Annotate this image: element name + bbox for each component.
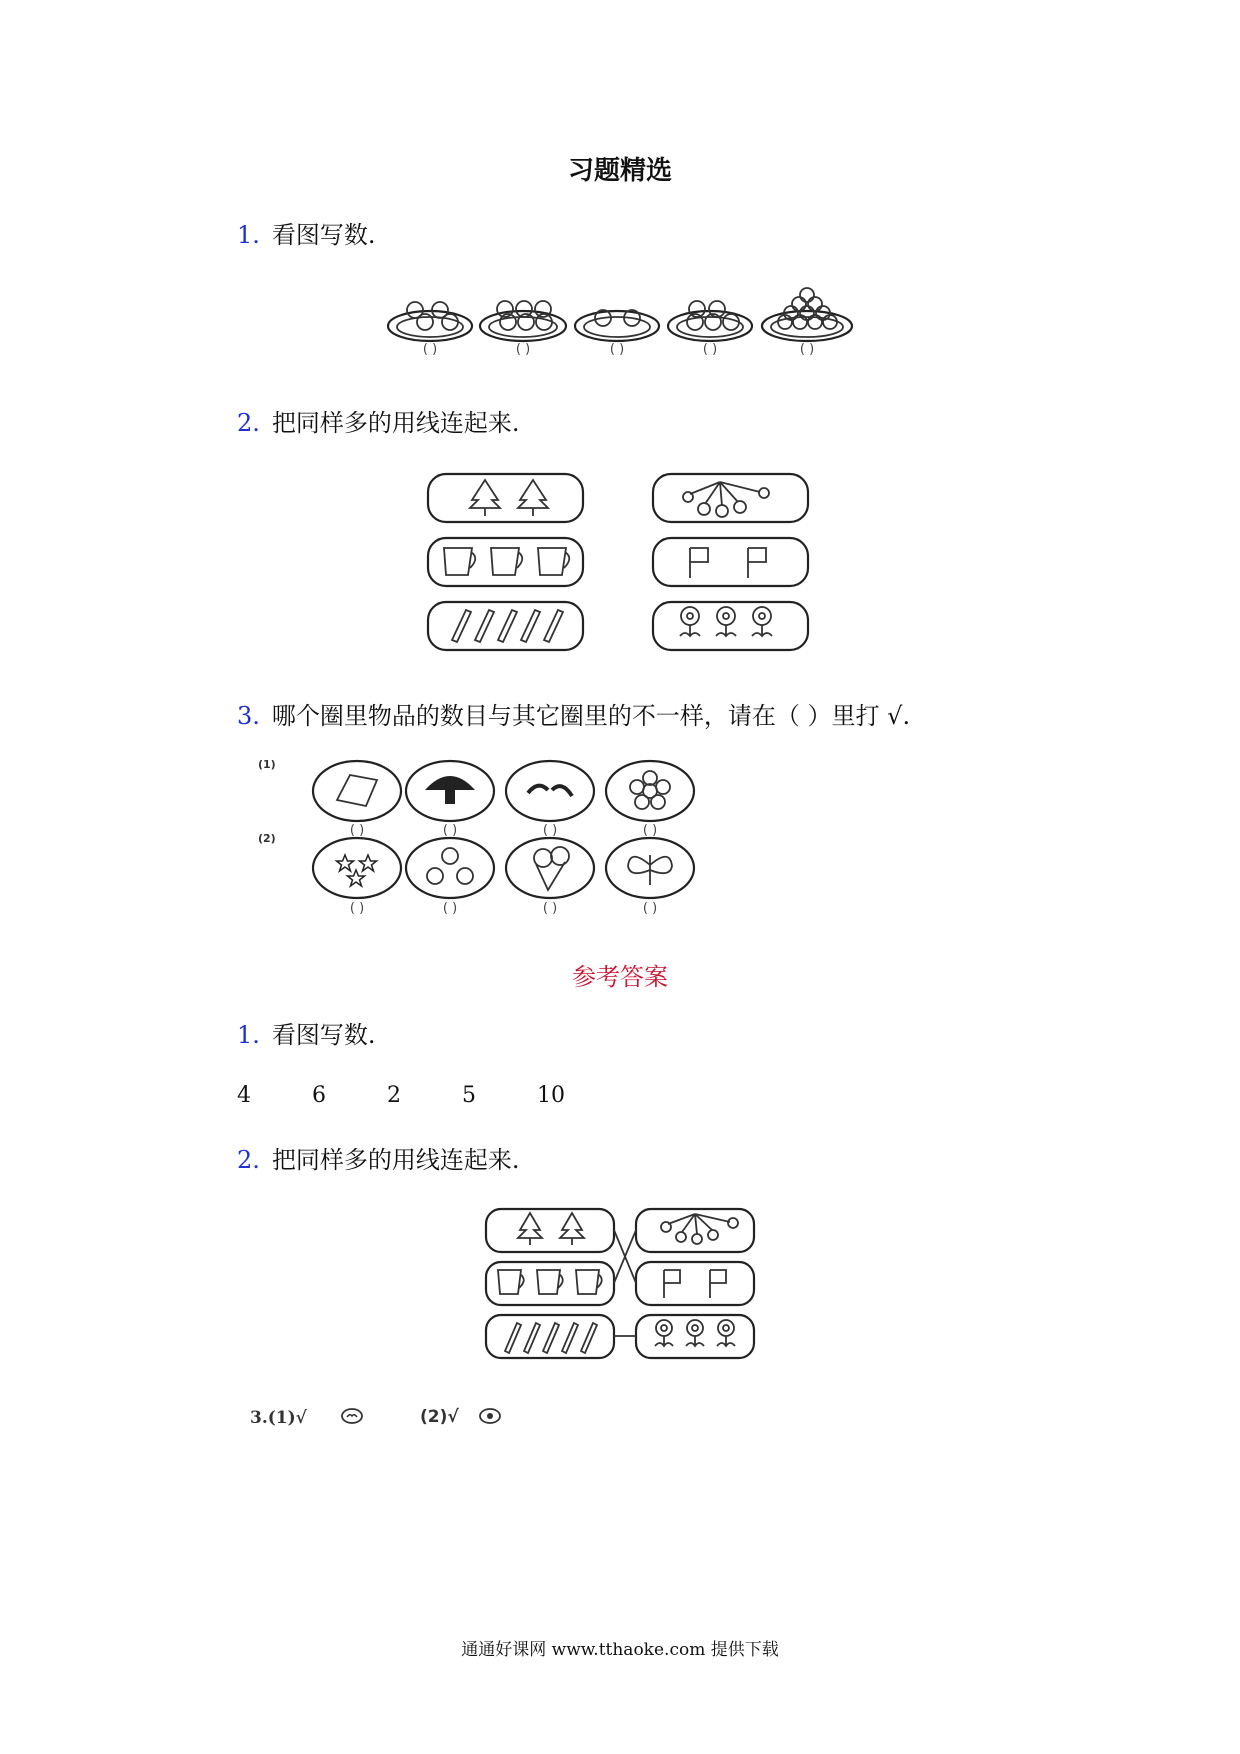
- q3-r2-blank-1[interactable]: ( ): [349, 901, 365, 916]
- row-1-label: (1): [258, 758, 276, 771]
- q3-r1-blank-1[interactable]: ( ): [349, 823, 365, 838]
- answer-1-value-4: 5: [462, 1083, 476, 1108]
- q3-r2-blank-2[interactable]: ( ): [442, 901, 458, 916]
- answer-3-text: 3.(1)√: [250, 1408, 307, 1428]
- question-number: 2.: [237, 409, 260, 437]
- q3-r2-blank-3[interactable]: ( ): [542, 901, 558, 916]
- question-number: 1.: [237, 221, 260, 249]
- question-text: 看图写数.: [271, 221, 376, 249]
- q3-r2-blank-4[interactable]: ( ): [642, 901, 658, 916]
- q1-blank-3[interactable]: ( ): [609, 342, 625, 357]
- answer-1-value-3: 2: [387, 1083, 401, 1108]
- page-title: 习题精选: [567, 156, 672, 186]
- q1-blank-2[interactable]: ( ): [515, 342, 531, 357]
- question-text: 把同样多的用线连起来.: [271, 409, 520, 437]
- question-text: 哪个圈里物品的数目与其它圈里的不一样，请在（ ）里打 √.: [271, 702, 911, 730]
- question-number: 1.: [237, 1021, 260, 1049]
- answer-1-value-1: 4: [237, 1083, 251, 1108]
- q1-blank-4[interactable]: ( ): [702, 342, 718, 357]
- answer-3-part-2: (2)√: [420, 1407, 459, 1427]
- answer-section-title: 参考答案: [572, 963, 668, 991]
- question-number: 2.: [237, 1146, 260, 1174]
- row-2-label: (2): [258, 832, 276, 845]
- question-number: 3.: [237, 702, 260, 730]
- q1-blank-5[interactable]: ( ): [799, 342, 815, 357]
- question-text: 看图写数.: [271, 1021, 376, 1049]
- answer-1-value-5: 10: [537, 1083, 565, 1108]
- q3-r1-blank-2[interactable]: ( ): [442, 823, 458, 838]
- q1-blank-1[interactable]: ( ): [422, 342, 438, 357]
- answer-1-value-2: 6: [312, 1083, 326, 1108]
- question-text: 把同样多的用线连起来.: [271, 1146, 520, 1174]
- q3-r1-blank-4[interactable]: ( ): [642, 823, 658, 838]
- q3-r1-blank-3[interactable]: ( ): [542, 823, 558, 838]
- footer-text: 通通好课网 www.tthaoke.com 提供下载: [461, 1640, 779, 1660]
